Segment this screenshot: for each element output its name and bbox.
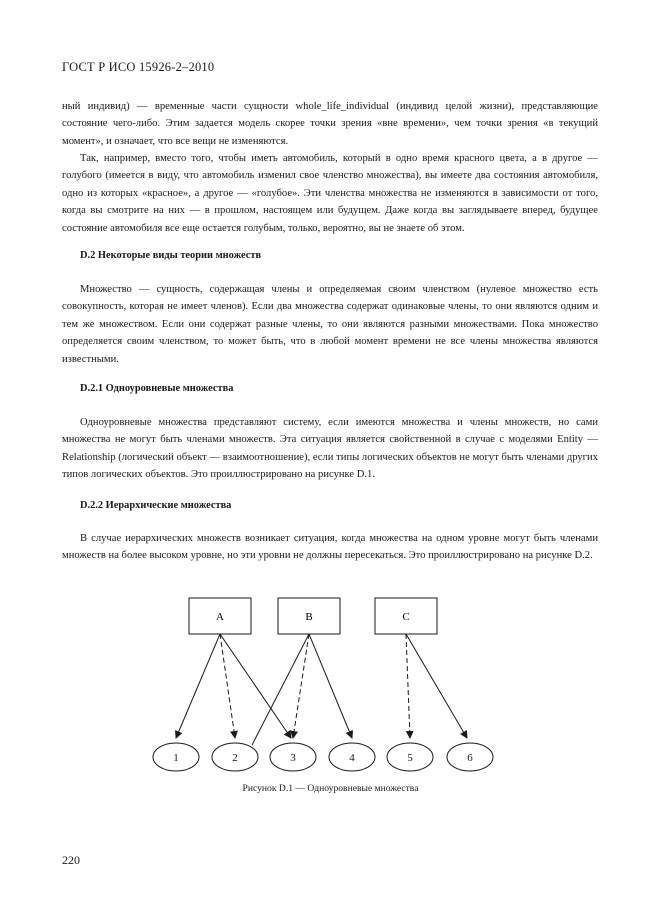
- edge-a-1: [176, 634, 220, 738]
- paragraph-2: Так, например, вместо того, чтобы иметь автомобиль, который в одно время красного цвета, а в другое — голубого (имеется в виду, что автомобиль изменил свое членство множества), вы имеете два состояния автомобиля, одно из которых «красное», а другое — «голубое». Эти членства множества не изменяются в зависимости от того, когда вы смотрите на них — в прошлом, настоящем или будущем. Даже когда вы заглядываете вперед, будущее состояние автомобиля все еще остается голубым, только, вероятно, вы не знаете об этом.: [62, 153, 598, 234]
- figure-caption: Рисунок D.1 — Одноуровневые множества: [242, 783, 419, 794]
- section-heading-d21: D.2.1 Одноуровневые множества: [80, 383, 234, 394]
- set-box-c: [375, 598, 437, 634]
- edge-b-4: [309, 634, 352, 738]
- paragraph-3: Множество — сущность, содержащая члены и определяемая своим членством (нулевое множество есть совокупность, которая не имеет членов). Если два множества содержат одинаковые члены, то они являются одним и тем же множеством. Если они содержат разные члены, то они являются разными множествами. Пока множество определяется своим членством, то может быть, что в любой момент времени не все члены множества являются известными.: [62, 284, 598, 365]
- set-label-b: B: [305, 611, 313, 623]
- member-label-5: 5: [407, 752, 413, 764]
- member-label-3: 3: [290, 752, 296, 764]
- page-number: 220: [62, 853, 80, 867]
- edge-c-6: [406, 634, 467, 738]
- paragraph-5: В случае иерархических множеств возникает ситуация, когда множества на одном уровне могут быть членами множеств на более высоком уровне, но эти уровни не должны пересекаться. Это проиллюстрировано на рисунке D.2.: [62, 533, 598, 562]
- edge-c-5: [406, 634, 410, 738]
- member-label-1: 1: [173, 752, 179, 764]
- diagram-svg: [140, 588, 520, 783]
- member-label-2: 2: [232, 752, 238, 764]
- paragraph-1: ный индивид) — временные части сущности whole_life_individual (индивид целой жизни), представляющие состояние чего-либо. Этим задается модель скорее точки зрения «вне времени», чем точки зрения «в текущий момент», и означает, что все вещи не изменяются.: [62, 101, 598, 147]
- edge-a-3: [220, 634, 291, 738]
- document-header: ГОСТ Р ИСО 15926-2–2010: [62, 60, 215, 74]
- section-heading-d22: D.2.2 Иерархические множества: [80, 500, 232, 511]
- member-label-4: 4: [349, 752, 355, 764]
- member-label-6: 6: [467, 752, 473, 764]
- edge-a-2: [220, 634, 235, 738]
- set-label-c: C: [402, 611, 410, 623]
- set-box-b: [278, 598, 340, 634]
- figure-d1-diagram: [140, 588, 520, 788]
- section-heading-d2: D.2 Некоторые виды теории множеств: [80, 250, 262, 261]
- set-box-a: [189, 598, 251, 634]
- paragraph-4: Одноуровневые множества представляют систему, если имеются множества и члены множеств, но сами множества не могут быть членами множеств. Эта ситуация является свойственной в случае с моделями Entity — Relationship (логический объект — взаимоотношение), если типы логических объектов не могут быть членами других типов логических объектов. Это проиллюстрировано на рисунке D.1.: [62, 417, 598, 481]
- set-label-a: A: [216, 611, 224, 623]
